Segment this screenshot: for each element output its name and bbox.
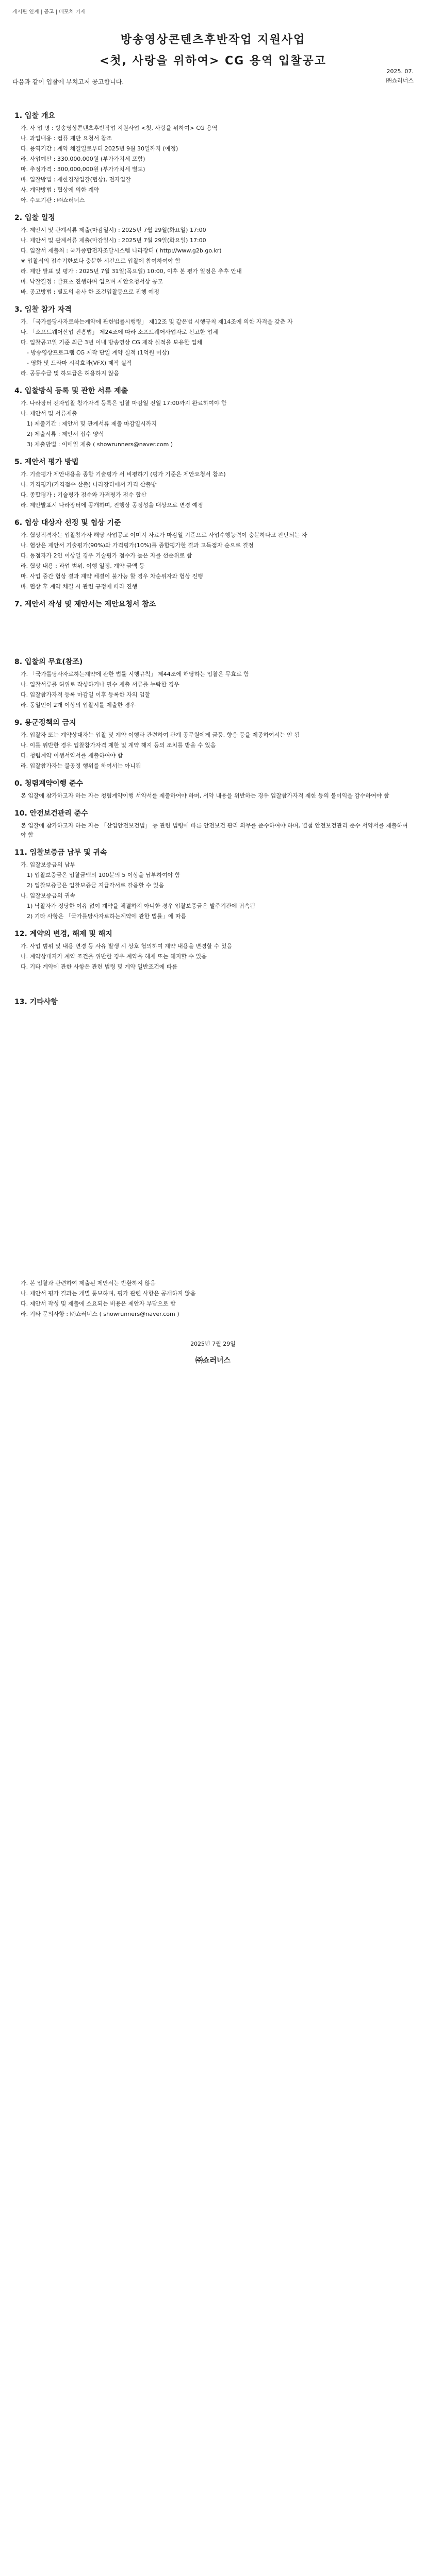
section-line: 1) 제출기간 : 제안서 및 관계서류 제출 마감일시까지 (27, 420, 157, 427)
section-title: 6. 협상 대상자 선정 및 협상 기준 (14, 519, 121, 527)
section-line: 나. 가격평가(가격점수 산출) 나라장터에서 가격 산출방 (21, 481, 157, 488)
section-line: 다. 입찰공고일 기준 최근 3년 이내 방송영상 CG 제작 실적을 보유한 업체 (21, 339, 203, 346)
section-line: 3) 제출방법 : 이메일 제출 ( showrunners@naver.com ) (27, 441, 173, 448)
misc-line: 다. 제안서 작성 및 제출에 소요되는 비용은 제안자 부담으로 함 (21, 1300, 176, 1307)
section-line: - 방송영상프로그램 CG 제작 단일 계약 실적 (1억원 이상) (27, 349, 170, 356)
section-line: 본 입찰에 참가하고자 하는 자는 「산업안전보건법」 등 관련 법령에 따른 안전보건 관리 의무를 준수하여야 하며, 별첨 안전보건관리 준수 서약서를 제출하여야 함 (21, 822, 408, 838)
section-line: 가. 기술평가 제안내용을 종합 기술평가 서 비평하기 (평가 기준은 제안요청서 참조) (21, 471, 226, 478)
section-line: 라. 입찰참가자는 불공정 행위를 하여서는 아니됨 (21, 762, 141, 769)
top-note: 게시판 연계 | 공고 | 배포처 기재 (12, 9, 86, 15)
section-line: 나. 이를 위반한 경우 입찰참가자격 제한 및 계약 해지 등의 조치를 받을 수 있음 (21, 742, 216, 749)
section-title: 8. 입찰의 무효(참조) (14, 658, 83, 666)
section-line: 가. 사업 범위 및 내용 변경 등 사유 발생 시 상호 협의하여 계약 내용을 변경할 수 있음 (21, 943, 233, 950)
section-line: 다. 청렴계약 이행서약서를 제출하여야 함 (21, 752, 123, 759)
section-line: 아. 수요기관 : ㈜쇼러너스 (21, 197, 85, 204)
section-line: 마. 추정가격 : 300,000,000원 (부가가치세 별도) (21, 166, 145, 173)
section-line: 나. 입찰서류를 허위로 작성하거나 필수 제출 서류를 누락한 경우 (21, 681, 179, 688)
notice-meta (386, 67, 414, 86)
section-line: 가. 입찰보증금의 납부 (21, 861, 76, 868)
section-line: 2) 기타 사항은 「국가를당사자로하는계약에 관한 법률」에 따름 (27, 913, 187, 920)
notice-title-line2: <첫, 사랑을 위하여> CG 용역 입찰공고 (99, 55, 326, 67)
section-title: 12. 계약의 변경, 해제 및 해지 (14, 930, 112, 938)
section-line: 나. 입찰보증금의 귀속 (21, 892, 76, 899)
section-title: 5. 제안서 평가 방법 (14, 458, 79, 466)
section-line: 나. 계약상대자가 계약 조건을 위반한 경우 계약을 해제 또는 해지할 수 있음 (21, 953, 207, 960)
notice-content (14, 103, 412, 1365)
section-line: 나. 제안서 및 관계서류 제출(마감일시) : 2025년 7월 29일(화요일) 17:00 (21, 237, 206, 244)
section-line: 나. 「소프트웨어산업 진흥법」 제24조에 따라 소프트웨어사업자로 신고한 업체 (21, 329, 218, 335)
section-line: 라. 공동수급 및 하도급은 허용하지 않음 (21, 370, 119, 377)
section-line: 라. 협상 내용 : 과업 범위, 이행 일정, 계약 금액 등 (21, 563, 145, 569)
section-line: 다. 동점자가 2인 이상일 경우 기술평가 점수가 높은 자를 선순위로 함 (21, 552, 192, 559)
notice-title-line1: 방송영상콘텐츠후반작업 지원사업 (120, 33, 306, 46)
section-title: 1. 입찰 개요 (14, 112, 55, 120)
section-title: 3. 입찰 참가 자격 (14, 306, 72, 314)
notice-intro: 다음과 같이 입찰에 부치고저 공고합니다. (12, 78, 124, 86)
section-title: 10. 안전보건관리 준수 (14, 809, 88, 818)
section-line: 마. 낙찰결정 : 발표초 진행하며 업으며 제안요청서상 공모 (21, 278, 163, 285)
misc-line: 나. 제안서 평가 결과는 개별 통보하며, 평가 관련 사항은 공개하지 않음 (21, 1290, 196, 1297)
section-line: 나. 협상은 제안서 기술평가(90%)와 가격평가(10%)를 종합평가한 결과 고득점자 순으로 결정 (21, 542, 254, 549)
section-line: - 영화 및 드라마 시각효과(VFX) 제작 실적 (27, 360, 132, 366)
section-line: 라. 동일인이 2개 이상의 입찰서를 제출한 경우 (21, 702, 136, 708)
section-title: 9. 용군정책의 금지 (14, 719, 76, 727)
notice-date: 2025. 07. (386, 68, 414, 75)
section-title: 4. 입찰방식 등록 및 관한 서류 제출 (14, 387, 128, 395)
section-title: 0. 청렴계약이행 준수 (14, 779, 83, 788)
section-line: 가. 「국가를당사자로하는계약에 관한 법률 시행규칙」 제44조에 해당하는 입찰은 무효로 함 (21, 671, 249, 677)
section-line: 사. 계약방법 : 협상에 의한 계약 (21, 187, 100, 193)
notice-org: ㈜쇼러너스 (386, 77, 414, 84)
sign-date: 2025년 7월 29일 (190, 1341, 236, 1347)
section-line: 다. 용역기간 : 계약 체결일로부터 2025년 9월 30일까지 (예정) (21, 145, 178, 152)
section-line: 라. 제안 발표 및 평가 : 2025년 7월 31일(목요일) 10:00, 이후 본 평가 일정은 추후 안내 (21, 268, 242, 275)
section-line: 가. 「국가를당사자로하는계약에 관한법률시행령」 제12조 및 같은법 시행규칙 제14조에 의한 자격을 갖춘 자 (21, 318, 293, 325)
section-line: 다. 종합평가 : 기술평가 점수와 가격평가 점수 합산 (21, 492, 147, 498)
section-line: 가. 협상적격자는 입찰참가자 해당 사업공고 이미지 자료가 마감일 기준으로 사업수행능력이 충분하다고 판단되는 자 (21, 532, 307, 538)
section-line: 바. 입찰방법 : 제한경쟁입찰(협상), 전자입찰 (21, 176, 131, 183)
section-line: 바. 공고방법 : 별도의 유사 한 조건입찰등으로 진행 예정 (21, 289, 159, 295)
section-title: 7. 제안서 작성 및 제안서는 제안요청서 참조 (14, 600, 156, 608)
section-line: 2) 제출서류 : 제안서 접수 양식 (27, 431, 104, 437)
section-line: 라. 제안발표시 나라장터에 공개하며, 진행상 공정성을 대상으로 변경 예정 (21, 502, 203, 509)
misc-line: 라. 기타 문의사항 : ㈜쇼러너스 ( showrunners@naver.com ) (21, 1311, 179, 1317)
section-line: 가. 입찰자 또는 계약상대자는 입찰 및 계약 이행과 관련하여 관계 공무원에게 금품, 향응 등을 제공하여서는 안 됨 (21, 732, 300, 738)
misc-line: 가. 본 입찰과 관련하여 제출된 제안서는 반환하지 않음 (21, 1280, 156, 1286)
section-line: 마. 사업 중간 협상 결과 계약 체결이 불가능 할 경우 차순위자와 협상 진행 (21, 573, 203, 580)
section-title: 2. 입찰 일정 (14, 214, 55, 222)
section-line: 본 입찰에 참가하고자 하는 자는 청렴계약이행 서약서를 제출하여야 하며, 서약 내용을 위반하는 경우 입찰참가자격 제한 등의 불이익을 감수하여야 함 (21, 792, 389, 799)
section-line: 나. 제안서 및 서류제출 (21, 410, 77, 417)
section-line: 다. 입찰참가자격 등록 마감일 이후 등록한 자의 입찰 (21, 691, 151, 698)
section-line: 바. 협상 후 계약 체결 시 관련 규정에 따라 진행 (21, 583, 138, 590)
title-block (0, 31, 426, 68)
section-line: 가. 제안서 및 관계서류 제출(마감일시) : 2025년 7월 29일(화요일) 17:00 (21, 227, 206, 233)
section-line: 가. 나라장터 전자입찰 참가자격 등록은 입찰 마감일 전일 17:00까지 완료하여야 함 (21, 400, 227, 406)
section-line: 다. 입찰서 제출처 : 국가종합전자조달시스템 나라장터 ( http://www.g2b.go.kr) (21, 247, 222, 254)
section-line: 나. 과업내용 : 컴퓨 제반 요청서 참조 (21, 135, 112, 142)
section-title: 11. 입찰보증금 납부 및 귀속 (14, 849, 107, 857)
section-line: 2) 입찰보증금은 입찰보증금 지급각서로 갈음할 수 있음 (27, 882, 165, 889)
sign-org: ㈜쇼러너스 (195, 1357, 231, 1365)
section-title: 13. 기타사항 (14, 998, 58, 1006)
section-line: 가. 사 업 명 : 방송영상콘텐츠후반작업 지원사업 <첫, 사랑을 위하여> CG 용역 (21, 125, 218, 131)
section-line: ※ 입찰서의 접수기한보다 충분한 시간으로 입찰에 참여하여야 함 (21, 258, 181, 264)
section-line: 라. 사업예산 : 330,000,000원 (부가가치세 포함) (21, 156, 145, 162)
section-line: 1) 입찰보증금은 입찰금액의 100분의 5 이상을 납부하여야 함 (27, 872, 181, 878)
section-line: 다. 기타 계약에 관한 사항은 관련 법령 및 계약 일반조건에 따름 (21, 963, 178, 970)
section-line: 1) 낙찰자가 정당한 이유 없이 계약을 체결하지 아니한 경우 입찰보증금은 발주기관에 귀속됨 (27, 903, 255, 909)
